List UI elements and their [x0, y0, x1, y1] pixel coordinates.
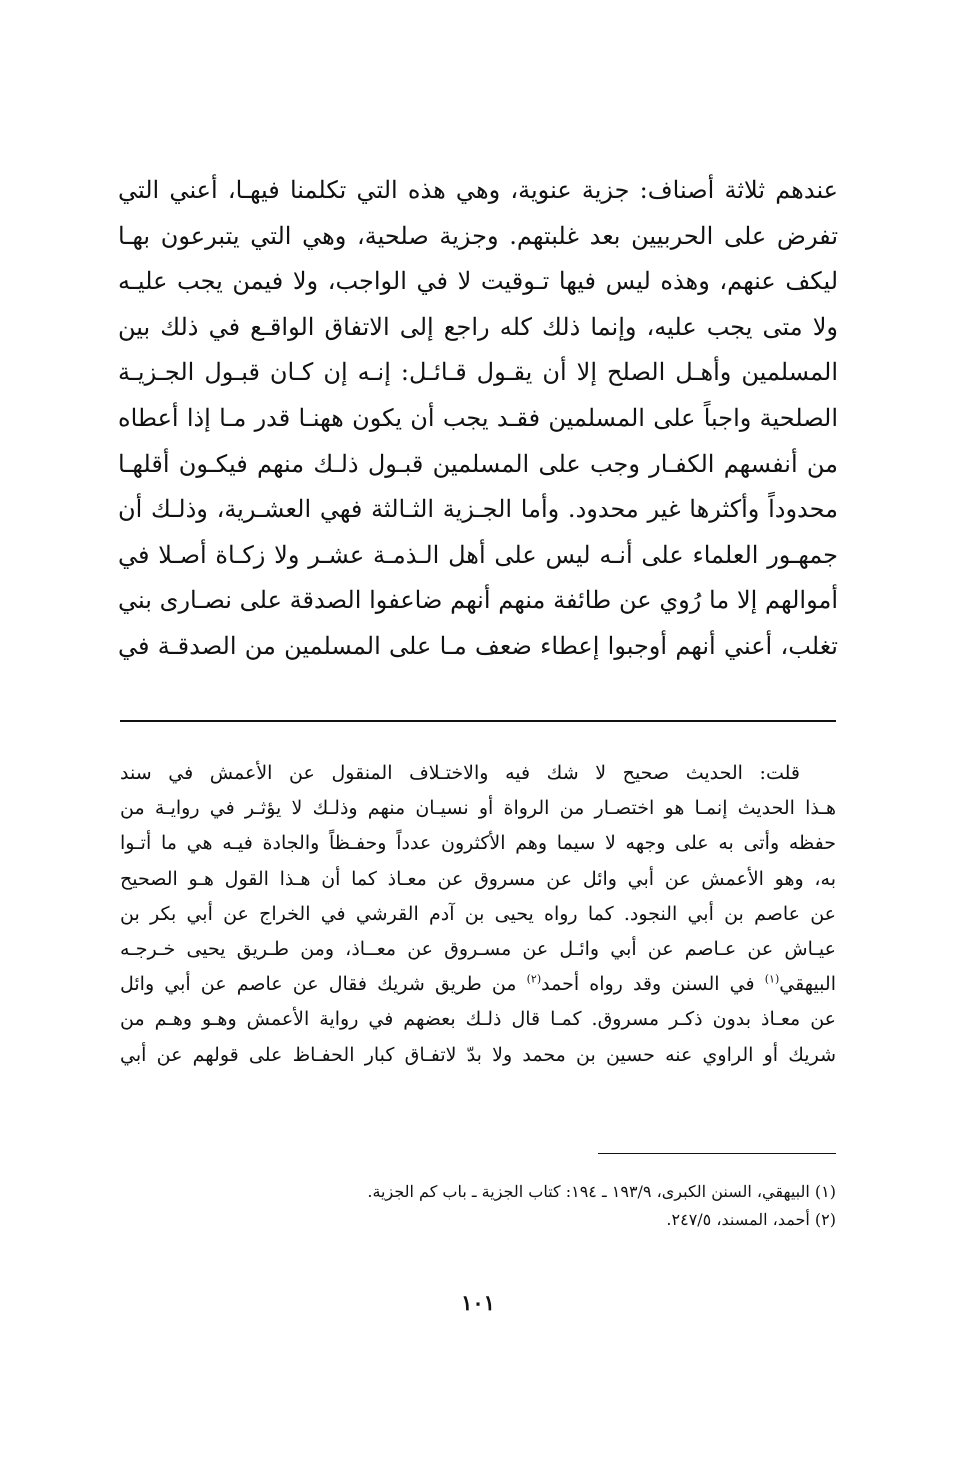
main-text-line: أموالهم إلا ما رُوي عن طائفة منهم أنهم ضاعفوا الصدقة على نصـارى بني: [118, 586, 838, 615]
footnote-ref-2[interactable]: (٢): [526, 972, 542, 986]
main-text-line: المسلمين وأهـل الصلح إلا أن يقـول قـائـل: إنـه إن كـان قبـول الجـزيـة: [118, 358, 838, 387]
footnote-ref-1[interactable]: (١): [764, 972, 780, 986]
commentary-text: البيهقي: [779, 973, 836, 996]
main-text-body: [118, 168, 838, 670]
commentary-line: شريك أو الراوي عنه حسين بن محمد ولا بدّ لاتفـاق كبار الحفـاظ على قولهم عن أبي: [120, 1043, 836, 1066]
footnotes: [300, 1178, 836, 1234]
footnote-1: (١) البيهقي، السنن الكبرى، ١٩٣/٩ ـ ١٩٤: كتاب الجزية ـ باب كم الجزية.: [367, 1182, 836, 1201]
main-text-line: ليكف عنهم، وهذه ليس فيها تـوقيت لا في الواجب، ولا فيمن يجب عليـه: [118, 267, 838, 296]
commentary-line: حفظه وأتى به على وجهه لا سيما وهم الأكثرون عدداً وحفـظاً والجادة فيـه هي ما أتـوا: [120, 832, 836, 855]
main-text-line: محدوداً وأكثرها غير محدود. وأما الجـزية الثـالثة فهي العشـرية، وذلـك أن: [118, 495, 838, 524]
main-text-line: ولا متى يجب عليه، وإنما ذلك كله راجع إلى الاتفاق الواقـع في ذلك بين: [118, 312, 838, 341]
main-text-line: الصلحية واجباً على المسلمين فقـد يجب أن يكون ههنـا قدر مـا إذا أعطاه: [118, 403, 838, 432]
footnote-separator-rule: [598, 1153, 836, 1154]
commentary-text: في السنن وقد رواه أحمد: [541, 973, 765, 996]
main-text-line: جمهـور العلماء على أنـه ليس على أهل الـذمـة عشـر ولا زكـاة أصـلا في: [118, 540, 838, 569]
page-number: ١٠١: [461, 1290, 495, 1315]
commentary-line: به، وهو الأعمش عن أبي وائل عن مسروق عن معـاذ كما أن هـذا القول هـو الصحيح: [120, 867, 836, 890]
main-text-line: عندهم ثلاثة أصناف: جزية عنوية، وهي هذه التي تكلمنا فيهـا، أعني التي: [118, 176, 838, 204]
commentary-text: من طريق شريك فقال عن عاصم عن أبي وائل: [120, 973, 527, 996]
main-separator-rule: [120, 720, 836, 722]
commentary-line: عن معـاذ بدون ذكـر مسروق. كمـا قال ذلـك بعضهم في رواية الأعمش وهـو وهـم من: [120, 1008, 836, 1031]
main-text-line: تفرض على الحربيين بعد غلبتهم. وجزية صلحية، وهي التي يتبرعون بهـا: [118, 221, 839, 250]
commentary-block: [120, 756, 836, 1073]
commentary-line: عن عاصم بن أبي النجود. كما رواه يحيى بن آدم القرشي في الخراج عن أبي بكر بن: [120, 902, 836, 925]
footnote-2: (٢) أحمد، المسند، ٢٤٧/٥.: [666, 1210, 836, 1229]
commentary-line: قلت: الحديث صحيح لا شك فيه والاختـلاف المنقول عن الأعمش في سند: [120, 762, 800, 784]
commentary-line: عيـاش عن عـاصم عن أبي وائـل عن مسـروق عن معــاذ، ومن طـريق يحيى خـرجـه: [120, 937, 836, 960]
commentary-line-with-refs: [120, 967, 836, 1002]
main-text-line: من أنفسهم الكفـار وجب على المسلمين قبـول ذلـك منهم فيكـون أقلهـا: [118, 449, 838, 478]
main-text-line: تغلب، أعني أنهم أوجبوا إعطاء ضعف مـا على المسلمين من الصدقـة في: [118, 631, 838, 660]
commentary-line: هـذا الحديث إنمـا هو اختصـار من الرواة أو نسيـان منهم وذلـك لا يؤثـر في روايـة من: [120, 797, 836, 820]
